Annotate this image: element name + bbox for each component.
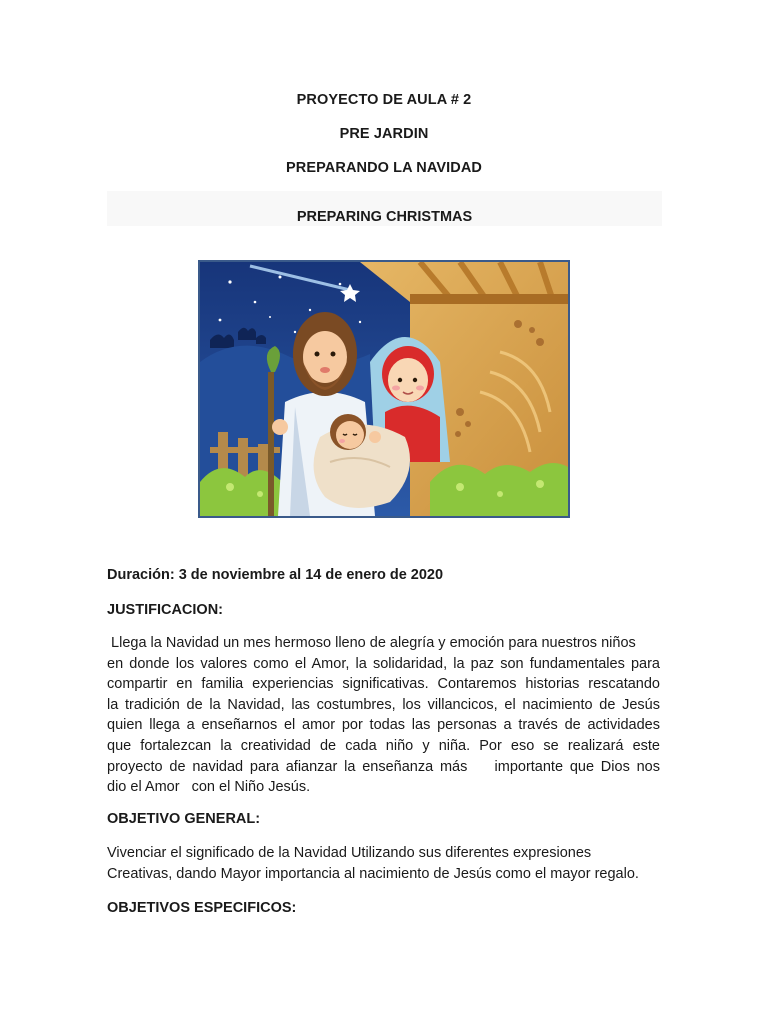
paragraph-line: Llega la Navidad un mes hermoso lleno de alegría y emoción para nuestros niños [107,635,636,651]
justificacion-heading: JUSTIFICACION: [107,602,223,618]
paragraph-line: que fortalezcan la creatividad de cada niño y niña. Por eso se realizará este [107,737,660,754]
objetivo-general-heading: OBJETIVO GENERAL: [107,811,261,827]
paragraph-line: compartir en familia experiencias significativas. Contaremos historias rescatando [107,676,660,693]
paragraph-line: en donde los valores como el Amor, la solidaridad, la paz son fundamentales para [107,655,660,672]
duration-line: Duración: 3 de noviembre al 14 de enero de 2020 [107,567,444,583]
objetivo-general-paragraph [107,843,660,884]
project-name-english: PREPARING CHRISTMAS [296,209,473,225]
paragraph-line: la tradición de la Navidad, las costumbres, los villancicos, el nacimiento de Jesús [107,696,660,713]
paragraph-line: proyecto de navidad para afianzar la enseñanza más importante que Dios nos [107,758,660,775]
paragraph-line: Vivenciar el significado de la Navidad Utilizando sus diferentes expresiones [107,845,592,861]
nativity-svg [200,262,568,516]
objetivos-especificos-heading: OBJETIVOS ESPECIFICOS: [107,900,297,916]
justificacion-paragraph [107,633,660,798]
paragraph-line: quien llega a enseñarnos el amor por todas las personas a través de actividades [107,717,660,734]
paragraph-line: dio el Amor con el Niño Jesús. [107,779,311,796]
grade-title: PRE JARDIN [339,126,429,142]
nativity-scene-illustration [198,260,570,518]
project-title: PROYECTO DE AULA # 2 [296,92,472,108]
project-name: PREPARANDO LA NAVIDAD [286,160,482,176]
paragraph-line: Creativas, dando Mayor importancia al nacimiento de Jesús como el mayor regalo. [107,865,639,882]
staff-icon [268,372,274,516]
subtitle-band [107,191,662,226]
